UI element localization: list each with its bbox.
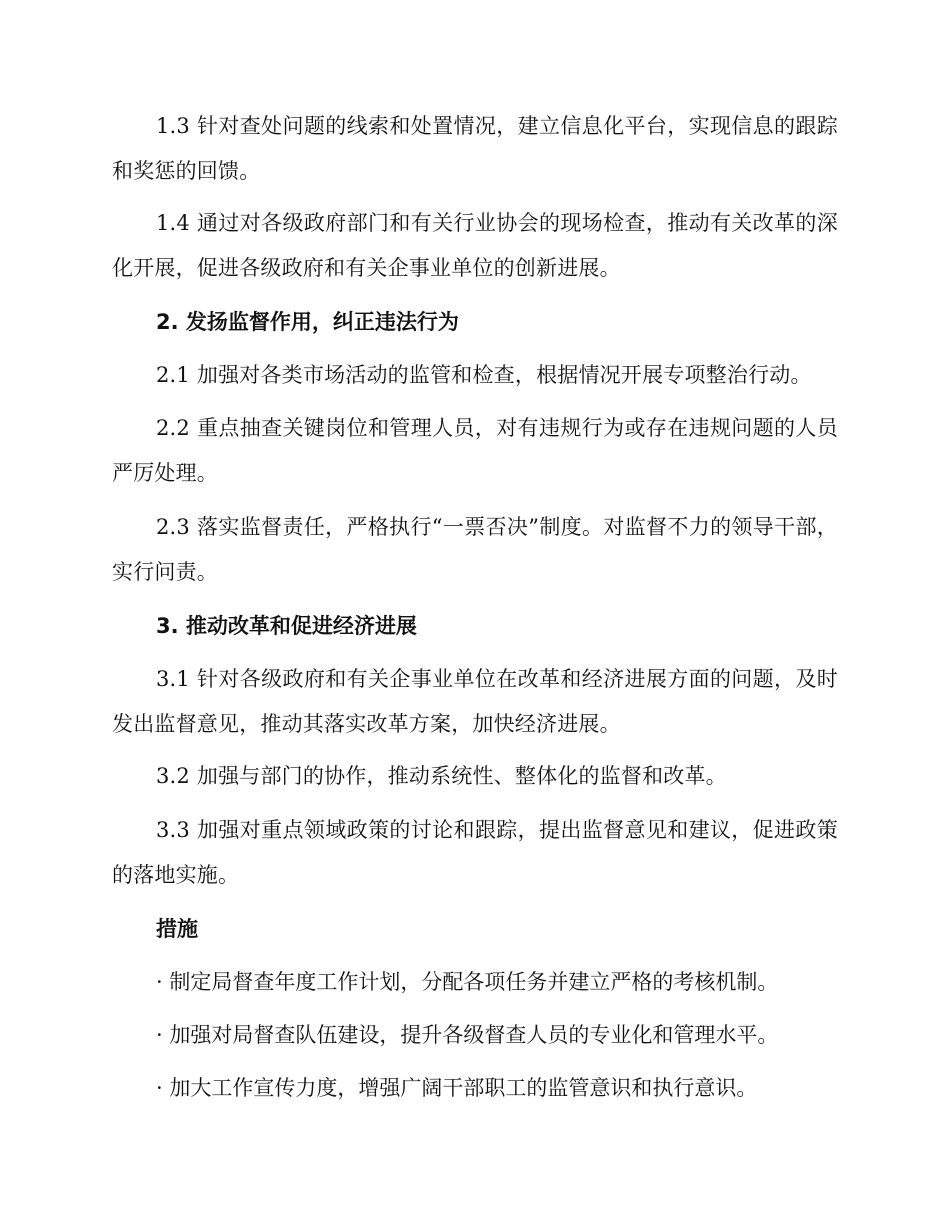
- paragraph-3-1: 3.1 针对各级政府和有关企事业单位在改革和经济进展方面的问题，及时发出监督意见，推动其落实改革方案，加快经济进展。: [112, 667, 838, 736]
- paragraph-2-3: 2.3 落实监督责任，严格执行“一票否决”制度。对监督不力的领导干部，实行问责。: [112, 515, 838, 584]
- paragraph-1-3: 1.3 针对查处问题的线索和处置情况，建立信息化平台，实现信息的跟踪和奖惩的回馈。: [112, 114, 838, 183]
- measure-item-2: · 加强对局督查队伍建设，提升各级督查人员的专业化和管理水平。: [156, 1023, 779, 1047]
- paragraph-2-1: 2.1 加强对各类市场活动的监管和检查，根据情况开展专项整治行动。: [156, 363, 812, 387]
- section-heading-2: 2. 发扬监督作用，纠正违法行为: [156, 310, 459, 334]
- measure-item-3: · 加大工作宣传力度，增强广阔干部职工的监管意识和执行意识。: [156, 1076, 758, 1100]
- measures-heading: 措施: [156, 917, 198, 941]
- measure-item-1: · 制定局督查年度工作计划，分配各项任务并建立严格的考核机制。: [156, 970, 779, 994]
- paragraph-3-3: 3.3 加强对重点领域政策的讨论和跟踪，提出监督意见和建议，促进政策的落地实施。: [112, 818, 838, 887]
- paragraph-2-2: 2.2 重点抽查关键岗位和管理人员，对有违规行为或存在违规问题的人员严厉处理。: [112, 416, 838, 485]
- paragraph-1-4: 1.4 通过对各级政府部门和有关行业协会的现场检查，推动有关改革的深化开展，促进各级政府和有关企事业单位的创新进展。: [112, 211, 838, 280]
- section-heading-3: 3. 推动改革和促进经济进展: [156, 614, 417, 638]
- paragraph-3-2: 3.2 加强与部门的协作，推动系统性、整体化的监督和改革。: [156, 764, 727, 788]
